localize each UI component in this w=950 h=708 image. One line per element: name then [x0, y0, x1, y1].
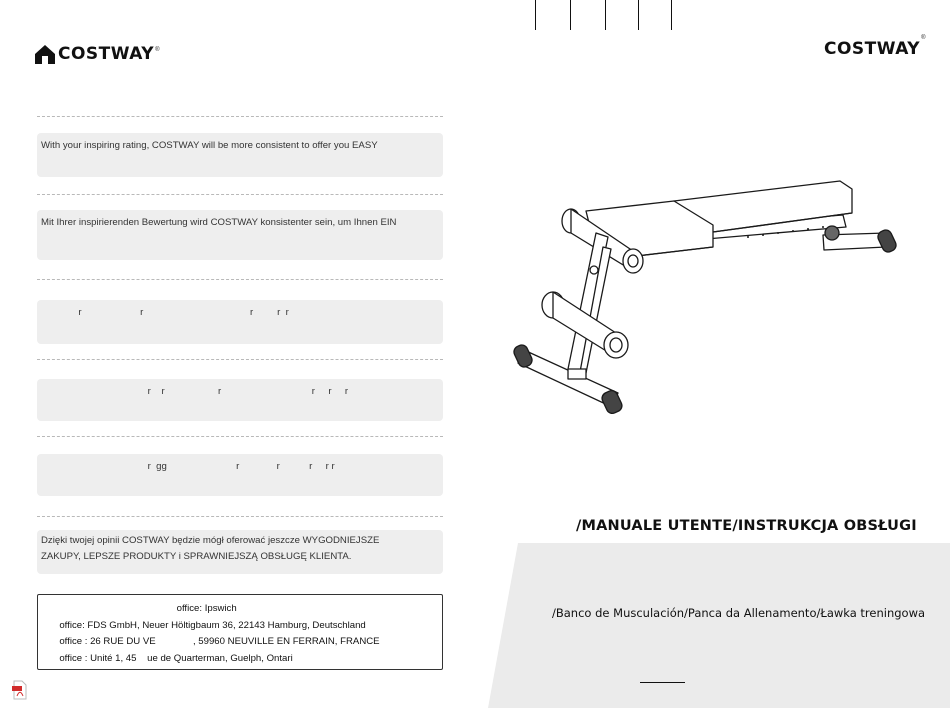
office-address-box [37, 594, 443, 670]
office-line: office : 26 RUE DU VE , 59960 NEUVILLE EN FERRAIN, FRANCE [38, 636, 380, 647]
rating-text: Mit Ihrer inspirierenden Bewertung wird COSTWAY konsistenter sein, um Ihnen EIN [41, 217, 397, 228]
rating-text: r r r r r r [41, 386, 349, 397]
manual-title: /MANUALE UTENTE/INSTRUKCJA OBSŁUGI [576, 518, 917, 534]
office-line: office : Unité 1, 45 ue de Quarterman, Guelph, Ontari [38, 652, 293, 664]
logo-text: COSTWAY [58, 44, 155, 64]
dashed-separator [37, 516, 443, 517]
registered-mark: ® [155, 47, 160, 53]
dashed-separator [37, 436, 443, 437]
underline-rule [640, 682, 685, 683]
dashed-separator [37, 116, 443, 117]
office-line: office: Ipswich [38, 603, 237, 614]
rating-box-5 [37, 454, 443, 496]
rating-box-pl [37, 530, 443, 574]
costway-logo-left [34, 42, 160, 66]
rating-box-4 [37, 379, 443, 421]
crop-mark [535, 0, 536, 30]
costway-logo-right [824, 35, 926, 59]
crop-mark [570, 0, 571, 30]
pdf-file-icon[interactable] [12, 680, 28, 700]
dashed-separator [37, 279, 443, 280]
rating-box-en [37, 133, 443, 177]
rating-text: ZAKUPY, LEPSZE PRODUKTY i SPRAWNIEJSZĄ OBSŁUGĘ KLIENTA. [41, 551, 352, 562]
rating-box-de [37, 210, 443, 260]
house-logo-icon [34, 43, 56, 65]
cover-gray-band [488, 543, 950, 708]
office-line: office: FDS GmbH, Neuer Höltigbaum 36, 22143 Hamburg, Deutschland [38, 619, 366, 631]
crop-mark [671, 0, 672, 30]
registered-mark: ® [921, 35, 926, 41]
rating-text: r r r r r [41, 307, 289, 318]
product-subtitle: /Banco de Musculación/Panca da Allenamento/Ławka treningowa [552, 606, 926, 620]
dashed-separator [37, 359, 443, 360]
dashed-separator [37, 194, 443, 195]
rating-box-3 [37, 300, 443, 344]
rating-text: r gg r r r r r [41, 461, 335, 472]
logo-text: COSTWAY [824, 39, 921, 59]
rating-text: Dzięki twojej opinii COSTWAY będzie mógł oferować jeszcze WYGODNIEJSZE [41, 535, 380, 546]
weight-bench-illustration [508, 175, 908, 420]
crop-mark [638, 0, 639, 30]
crop-mark [605, 0, 606, 30]
rating-text: With your inspiring rating, COSTWAY will be more consistent to offer you EASY [41, 140, 378, 151]
